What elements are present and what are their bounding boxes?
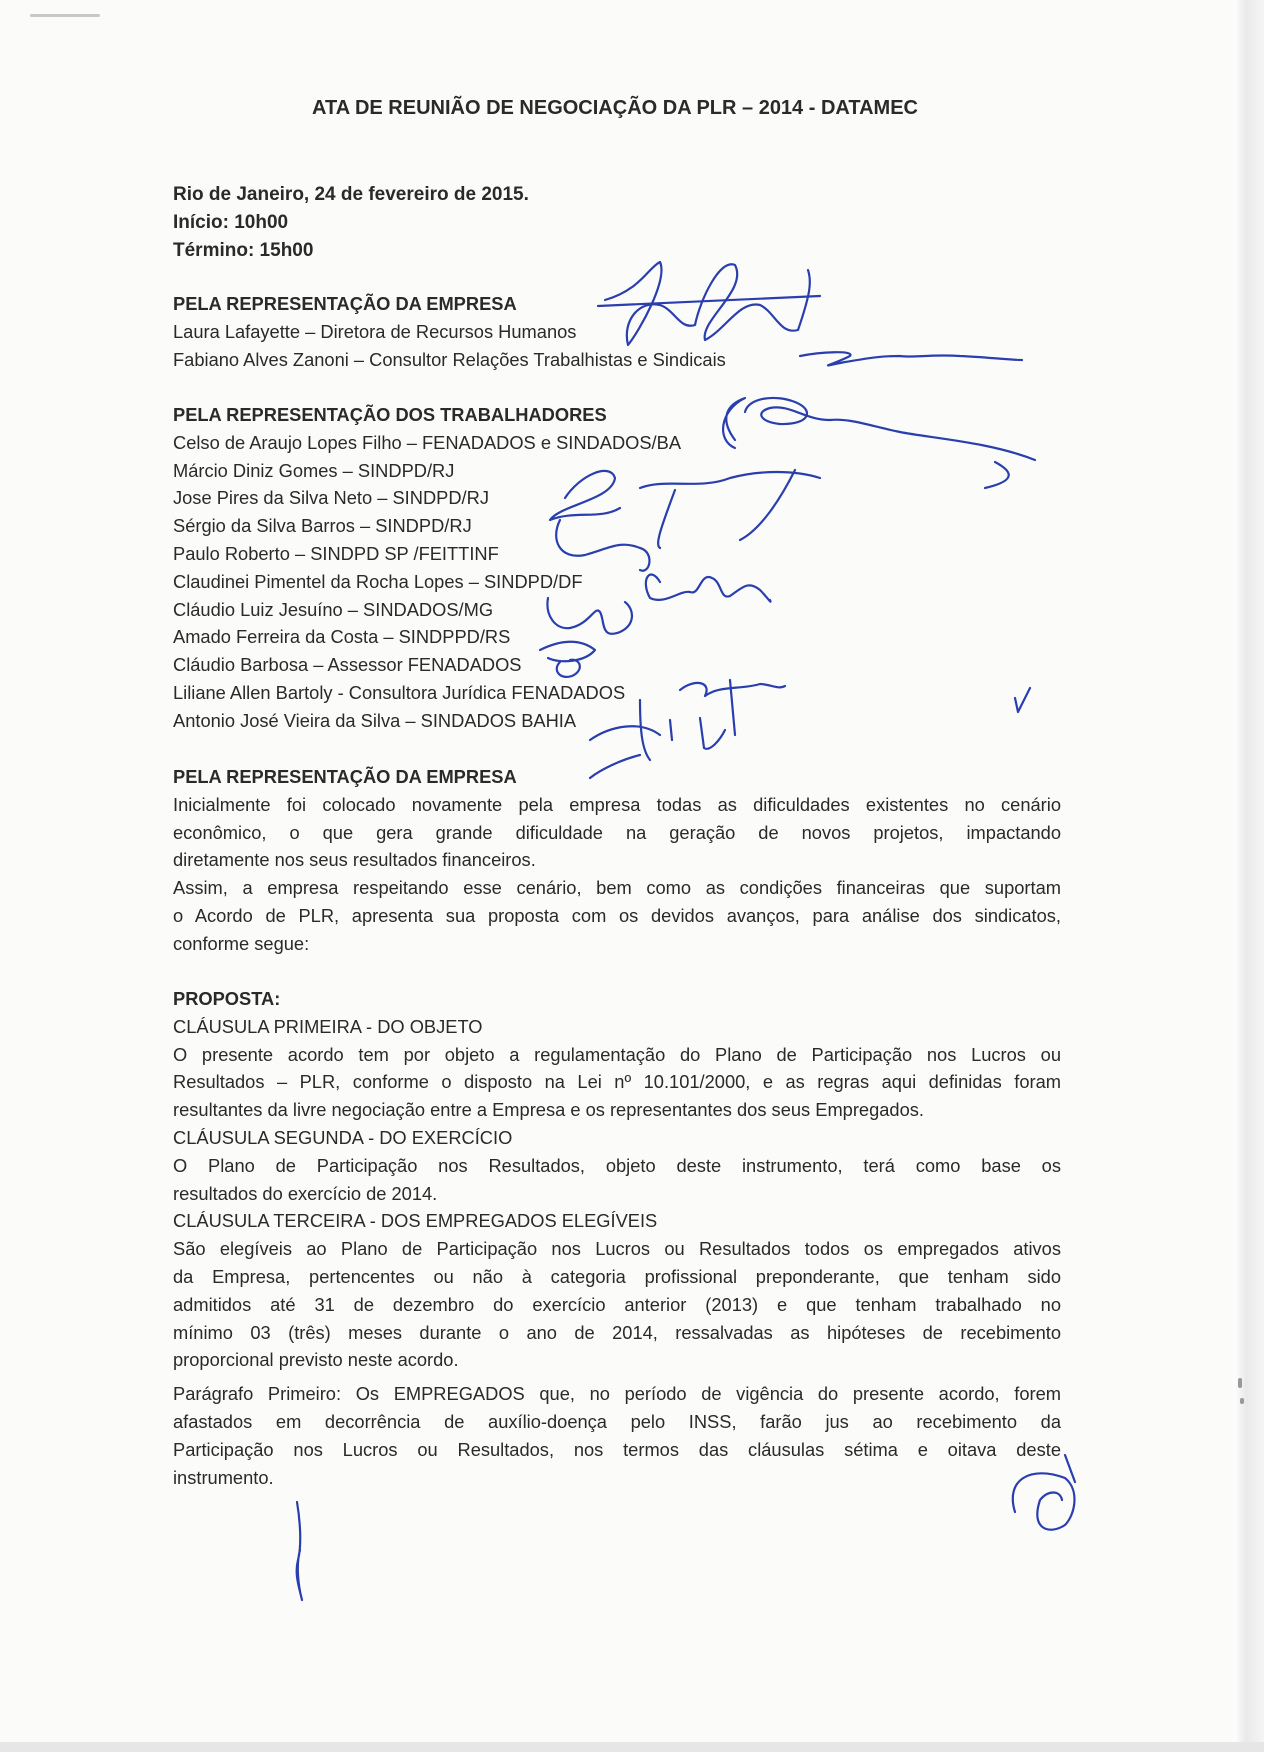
paragraph-line: afastados em decorrência de auxílio-doença pelo INSS, farão jus ao recebimento da bbox=[173, 1410, 1061, 1432]
scan-edge bbox=[1234, 0, 1264, 1752]
statement-line: Inicialmente foi colocado novamente pela empresa todas as dificuldades existentes no cenário bbox=[173, 793, 1061, 815]
start-time: Início: 10h00 bbox=[173, 212, 289, 233]
worker-member: Liliane Allen Bartoly - Consultora Jurídica FENADADOS bbox=[173, 681, 626, 703]
company-member: Laura Lafayette – Diretora de Recursos Humanos bbox=[173, 320, 577, 342]
proposal bbox=[173, 985, 1061, 1491]
worker-member: Jose Pires da Silva Neto – SINDPD/RJ bbox=[173, 487, 489, 509]
statement-line: diretamente nos seus resultados financeiros. bbox=[173, 849, 536, 871]
paragraph-line: instrumento. bbox=[173, 1466, 274, 1488]
worker-member: Antonio José Vieira da Silva – SINDADOS BAHIA bbox=[173, 709, 577, 731]
worker-member: Cláudio Barbosa – Assessor FENADADOS bbox=[173, 654, 522, 676]
worker-member: Paulo Roberto – SINDPD SP /FEITTINF bbox=[173, 542, 499, 564]
clause-line: O presente acordo tem por objeto a regulamentação do Plano de Participação nos Lucros ou bbox=[173, 1043, 1061, 1065]
scan-speck bbox=[1240, 1398, 1244, 1404]
scan-speck bbox=[1238, 1378, 1242, 1388]
statement-line: econômico, o que gera grande dificuldade na geração de novos projetos, impactando bbox=[173, 821, 1061, 843]
document-title: ATA DE REUNIÃO DE NEGOCIAÇÃO DA PLR – 2014 - DATAMEC bbox=[312, 97, 918, 119]
company-statement bbox=[173, 763, 1061, 958]
clause-title: CLÁUSULA SEGUNDA - DO EXERCÍCIO bbox=[173, 1126, 513, 1148]
company-representation bbox=[173, 290, 1061, 373]
worker-member: Celso de Araujo Lopes Filho – FENADADOS e SINDADOS/BA bbox=[173, 431, 682, 453]
worker-member: Cláudio Luiz Jesuíno – SINDADOS/MG bbox=[173, 598, 494, 620]
worker-member: Márcio Diniz Gomes – SINDPD/RJ bbox=[173, 459, 455, 481]
workers-heading: PELA REPRESENTAÇÃO DOS TRABALHADORES bbox=[173, 404, 607, 425]
clause-line: Resultados – PLR, conforme o disposto na Lei nº 10.101/2000, e as regras aqui definidas foram bbox=[173, 1071, 1061, 1093]
clause-line: da Empresa, pertencentes ou não à categoria profissional preponderante, que tenham sido bbox=[173, 1265, 1061, 1287]
statement-line: o Acordo de PLR, apresenta sua proposta com os devidos avanços, para análise dos sindicatos, bbox=[173, 904, 1061, 926]
clause-line: O Plano de Participação nos Resultados, objeto deste instrumento, terá como base os bbox=[173, 1154, 1061, 1176]
scan-edge-bottom bbox=[0, 1742, 1264, 1752]
clause-line: admitidos até 31 de dezembro do exercício anterior (2013) e que tenham trabalhado no bbox=[173, 1293, 1061, 1315]
clause-line: resultados do exercício de 2014. bbox=[173, 1182, 438, 1204]
clause-line: mínimo 03 (três) meses durante o ano de 2014, ressalvadas as hipóteses de recebimento bbox=[173, 1321, 1061, 1343]
paragraph-line: Parágrafo Primeiro: Os EMPREGADOS que, no período de vigência do presente acordo, forem bbox=[173, 1383, 1061, 1405]
scan-speck bbox=[30, 14, 100, 17]
clause-line: proporcional previsto neste acordo. bbox=[173, 1349, 459, 1371]
worker-member: Claudinei Pimentel da Rocha Lopes – SINDPD/DF bbox=[173, 570, 583, 592]
company-member: Fabiano Alves Zanoni – Consultor Relações Trabalhistas e Sindicais bbox=[173, 348, 726, 370]
initial-left bbox=[297, 1502, 302, 1600]
clause-title: CLÁUSULA TERCEIRA - DOS EMPREGADOS ELEGÍVEIS bbox=[173, 1210, 658, 1232]
meeting-info bbox=[173, 181, 1061, 265]
clause-title: CLÁUSULA PRIMEIRA - DO OBJETO bbox=[173, 1015, 483, 1037]
clause-line: resultantes da livre negociação entre a Empresa e os representantes dos seus Empregados. bbox=[173, 1099, 924, 1121]
statement-heading: PELA REPRESENTAÇÃO DA EMPRESA bbox=[173, 766, 517, 787]
clause-line: São elegíveis ao Plano de Participação nos Lucros ou Resultados todos os empregados ativos bbox=[173, 1238, 1061, 1260]
workers-representation bbox=[173, 401, 1061, 735]
worker-member: Amado Ferreira da Costa – SINDPPD/RS bbox=[173, 626, 511, 648]
statement-line: Assim, a empresa respeitando esse cenário, bem como as condições financeiras que suportam bbox=[173, 877, 1061, 899]
place-date: Rio de Janeiro, 24 de fevereiro de 2015. bbox=[173, 184, 529, 205]
paragraph-line: Participação nos Lucros ou Resultados, nos termos das cláusulas sétima e oitava deste bbox=[173, 1438, 1061, 1460]
worker-member: Sérgio da Silva Barros – SINDPD/RJ bbox=[173, 515, 472, 537]
statement-line: conforme segue: bbox=[173, 932, 310, 954]
proposal-heading: PROPOSTA: bbox=[173, 988, 281, 1009]
company-heading: PELA REPRESENTAÇÃO DA EMPRESA bbox=[173, 293, 517, 314]
end-time: Término: 15h00 bbox=[173, 240, 314, 261]
